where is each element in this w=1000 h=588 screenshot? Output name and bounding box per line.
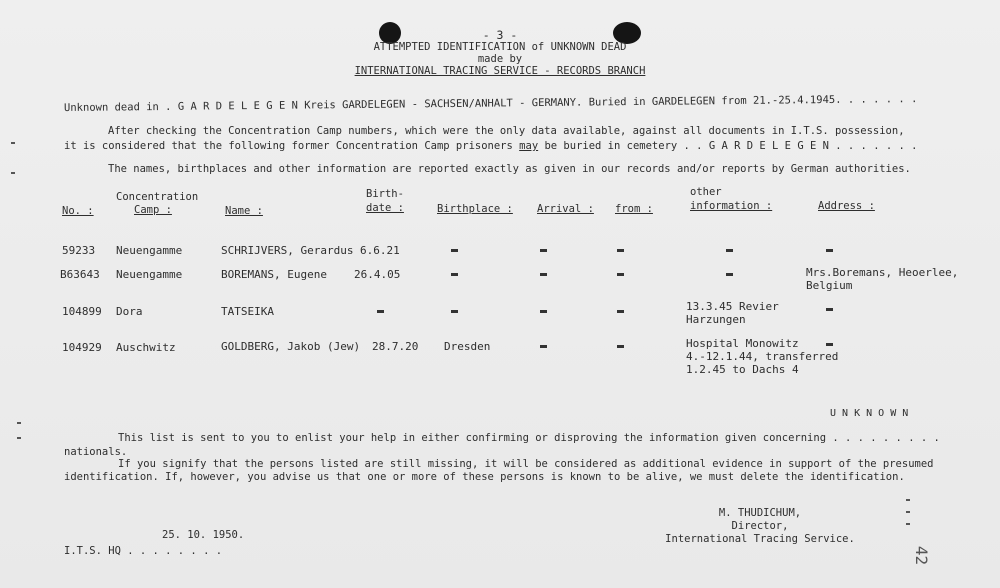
signature-name: M. THUDICHUM, [718,507,802,519]
row3-birthplace-dash [451,310,458,313]
row4-address-dash [826,343,833,346]
margin-tick [906,499,910,501]
row2-birthplace-dash [451,273,458,276]
row1-no: 59233 [62,244,96,257]
row3-other-line2: Harzungen [686,313,746,326]
header-address: Address : [818,200,875,212]
row2-address-line2: Belgium [806,279,853,292]
signature-role: Director, [731,520,789,532]
row1-other-dash [726,249,733,252]
row4-no: 104929 [62,341,102,354]
row1-from-dash [617,249,624,252]
page-number: - 3 - [482,28,518,42]
intro-line-names: The names, birthplaces and other information are reported exactly as given in our records and/or reports by German authorities. [108,163,911,175]
document-title: ATTEMPTED IDENTIFICATION of UNKNOWN DEAD [373,41,627,53]
row1-arrival-dash [540,249,547,252]
row2-camp: Neuengamme [116,268,183,281]
row4-arrival-dash [540,345,547,348]
row4-camp: Auschwitz [116,341,176,354]
margin-tick [11,172,15,174]
row1-camp: Neuengamme [116,244,183,257]
header-other-line1: other [690,186,722,198]
row1-birthplace-dash [451,249,458,252]
row4-other-line1: Hospital Monowitz [686,337,799,350]
row2-from-dash [617,273,624,276]
row4-from-dash [617,345,624,348]
header-birthplace: Birthplace : [437,203,513,215]
header-no: No. : [62,205,94,217]
row4-birthdate: 28.7.20 [372,340,419,353]
row2-birthdate: 26.4.05 [354,268,401,281]
margin-tick [906,511,910,513]
header-from: from : [615,203,653,215]
row3-other-line1: 13.3.45 Revier [686,300,779,313]
unknown-stamp: U N K N O W N [830,408,909,419]
row3-no: 104899 [62,305,102,318]
row2-name: BOREMANS, Eugene [221,268,327,281]
row2-address-line1: Mrs.Boremans, Heoerlee, [806,266,959,279]
intro-considered-text: it is considered that the following former Concentration Camp prisoners [64,140,513,152]
closing-enlist-line: This list is sent to you to enlist your help in either confirming or disproving the information given concerning . . . . . . . . . [118,432,940,444]
row2-other-dash [726,273,733,276]
closing-identification-line: identification. If, however, you advise us that one or more of these persons is known to be alive, we must delete the identification. [64,471,905,483]
row4-name: GOLDBERG, Jakob (Jew) [221,340,361,353]
header-camp-line1: Concentration [116,191,199,203]
closing-missing-line: If you signify that the persons listed are still missing, it will be considered as additional evidence in support of the presumed [118,458,934,470]
its-hq-line: I.T.S. HQ . . . . . . . . [64,545,223,557]
row1-birthdate: 6.6.21 [360,244,400,257]
row2-arrival-dash [540,273,547,276]
row3-arrival-dash [540,310,547,313]
row4-other-line2: 4.-12.1.44, transferred [686,350,839,363]
row3-address-dash [826,308,833,311]
margin-tick [11,142,15,144]
header-birth-line1: Birth- [366,188,404,200]
row3-birthdate-dash [377,310,384,313]
row2-no: B63643 [60,268,100,281]
row4-other-line3: 1.2.45 to Dachs 4 [686,363,799,376]
closing-nationals-line: nationals. [64,446,128,458]
row1-address-dash [826,249,833,252]
made-by-label: made by [477,53,523,65]
header-other-line2: information : [690,200,773,212]
organization-heading: INTERNATIONAL TRACING SERVICE - RECORDS BRANCH [354,65,646,77]
intro-may-word: may [519,140,539,152]
header-camp-line2: Camp : [134,204,172,216]
header-name: Name : [225,205,263,217]
row3-camp: Dora [116,305,143,318]
intro-line-checking: After checking the Concentration Camp numbers, which were the only data available, against all documents in I.T.S. possession, [108,125,905,137]
row3-name: TATSEIKA [221,305,274,318]
header-birth-line2: date : [366,202,404,214]
row1-name: SCHRIJVERS, Gerardus [221,244,354,257]
intro-line-considered [64,140,917,152]
header-arrival: Arrival : [537,203,594,215]
margin-tick [17,437,21,439]
row4-birthplace: Dresden [444,340,491,353]
row3-from-dash [617,310,624,313]
intro-line-unknown-dead: Unknown dead in . G A R D E L E G E N Kreis GARDELEGEN - SACHSEN/ANHALT - GERMANY. Buried in GARDELEGEN from 21.-25.4.1945. . . . . . . [63,93,918,114]
intro-cemetery-text: be buried in cemetery . . G A R D E L E G E N . . . . . . . [544,140,918,152]
margin-number: 42 [912,545,932,566]
margin-tick [906,523,910,525]
signature-org: International Tracing Service. [665,533,855,545]
document-date: 25. 10. 1950. [162,529,245,541]
margin-tick [17,422,21,424]
